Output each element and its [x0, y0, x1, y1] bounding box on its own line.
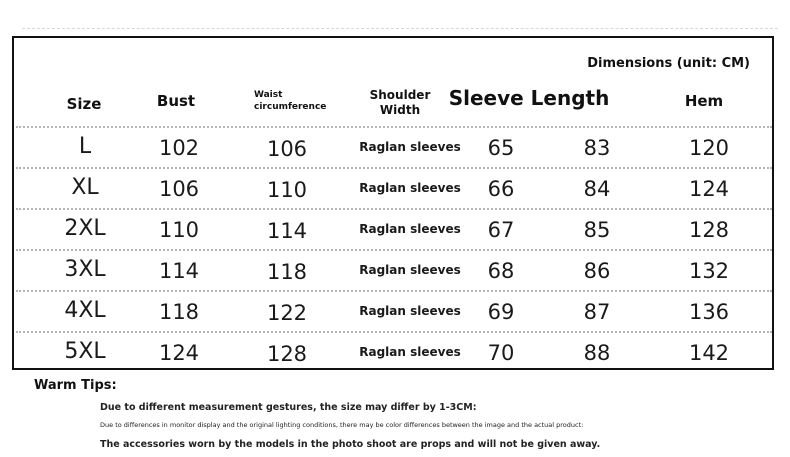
top-divider [22, 28, 778, 29]
row-divider [16, 290, 772, 292]
cell-hem: 128 [688, 218, 730, 242]
dimensions-note: Dimensions (unit: CM) [587, 56, 750, 71]
row-divider [16, 208, 772, 210]
cell-waist: 114 [266, 219, 308, 243]
cell-sleeve-a: 66 [487, 177, 515, 201]
cell-size: 5XL [64, 339, 106, 364]
cell-sleeve-b: 86 [583, 259, 611, 283]
tip-line: The accessories worn by the models in the photo shoot are props and will not be given away. [100, 439, 601, 450]
row-divider [16, 331, 772, 333]
header-waist-line1: Waist [254, 90, 283, 100]
cell-shoulder: Raglan sleeves [359, 222, 461, 236]
row-divider [16, 167, 772, 169]
cell-size: 3XL [64, 257, 106, 282]
warm-tips-title: Warm Tips: [34, 378, 117, 393]
cell-hem: 120 [688, 136, 730, 160]
cell-waist: 110 [266, 178, 308, 202]
cell-waist: 118 [266, 260, 308, 284]
header-shoulder [358, 88, 442, 118]
tip-line: Due to different measurement gestures, the size may differ by 1-3CM: [100, 402, 477, 413]
cell-waist: 106 [266, 137, 308, 161]
cell-size: 2XL [64, 216, 106, 241]
cell-sleeve-b: 87 [583, 300, 611, 324]
cell-shoulder: Raglan sleeves [359, 140, 461, 154]
cell-sleeve-b: 83 [583, 136, 611, 160]
cell-shoulder: Raglan sleeves [359, 181, 461, 195]
header-shoulder-line1: Shoulder [369, 88, 431, 102]
cell-hem: 124 [688, 177, 730, 201]
row-divider [16, 126, 772, 128]
cell-sleeve-a: 65 [487, 136, 515, 160]
cell-bust: 118 [158, 300, 200, 324]
cell-shoulder: Raglan sleeves [359, 345, 461, 359]
cell-hem: 132 [688, 259, 730, 283]
cell-sleeve-a: 67 [487, 218, 515, 242]
header-bust: Bust [156, 92, 196, 110]
header-waist-line2: circumference [254, 102, 327, 112]
cell-bust: 124 [158, 341, 200, 365]
cell-waist: 122 [266, 301, 308, 325]
header-shoulder-line2: Width [379, 103, 421, 117]
cell-waist: 128 [266, 342, 308, 366]
header-size: Size [66, 95, 102, 113]
cell-shoulder: Raglan sleeves [359, 263, 461, 277]
cell-bust: 102 [158, 136, 200, 160]
header-waist [254, 89, 354, 113]
size-chart-table [12, 36, 774, 370]
cell-hem: 142 [688, 341, 730, 365]
cell-hem: 136 [688, 300, 730, 324]
cell-bust: 110 [158, 218, 200, 242]
cell-sleeve-b: 88 [583, 341, 611, 365]
cell-size: L [78, 134, 92, 159]
cell-size: XL [71, 175, 99, 200]
cell-sleeve-a: 69 [487, 300, 515, 324]
cell-sleeve-b: 84 [583, 177, 611, 201]
row-divider [16, 249, 772, 251]
cell-bust: 106 [158, 177, 200, 201]
cell-size: 4XL [64, 298, 106, 323]
cell-sleeve-a: 68 [487, 259, 515, 283]
header-sleeve-length: Sleeve Length [448, 86, 610, 110]
cell-sleeve-b: 85 [583, 218, 611, 242]
tip-line: Due to differences in monitor display and the original lighting conditions, there may be color differences between the image and the actual product: [100, 421, 584, 429]
cell-shoulder: Raglan sleeves [359, 304, 461, 318]
header-hem: Hem [684, 92, 724, 110]
cell-bust: 114 [158, 259, 200, 283]
cell-sleeve-a: 70 [487, 341, 515, 365]
